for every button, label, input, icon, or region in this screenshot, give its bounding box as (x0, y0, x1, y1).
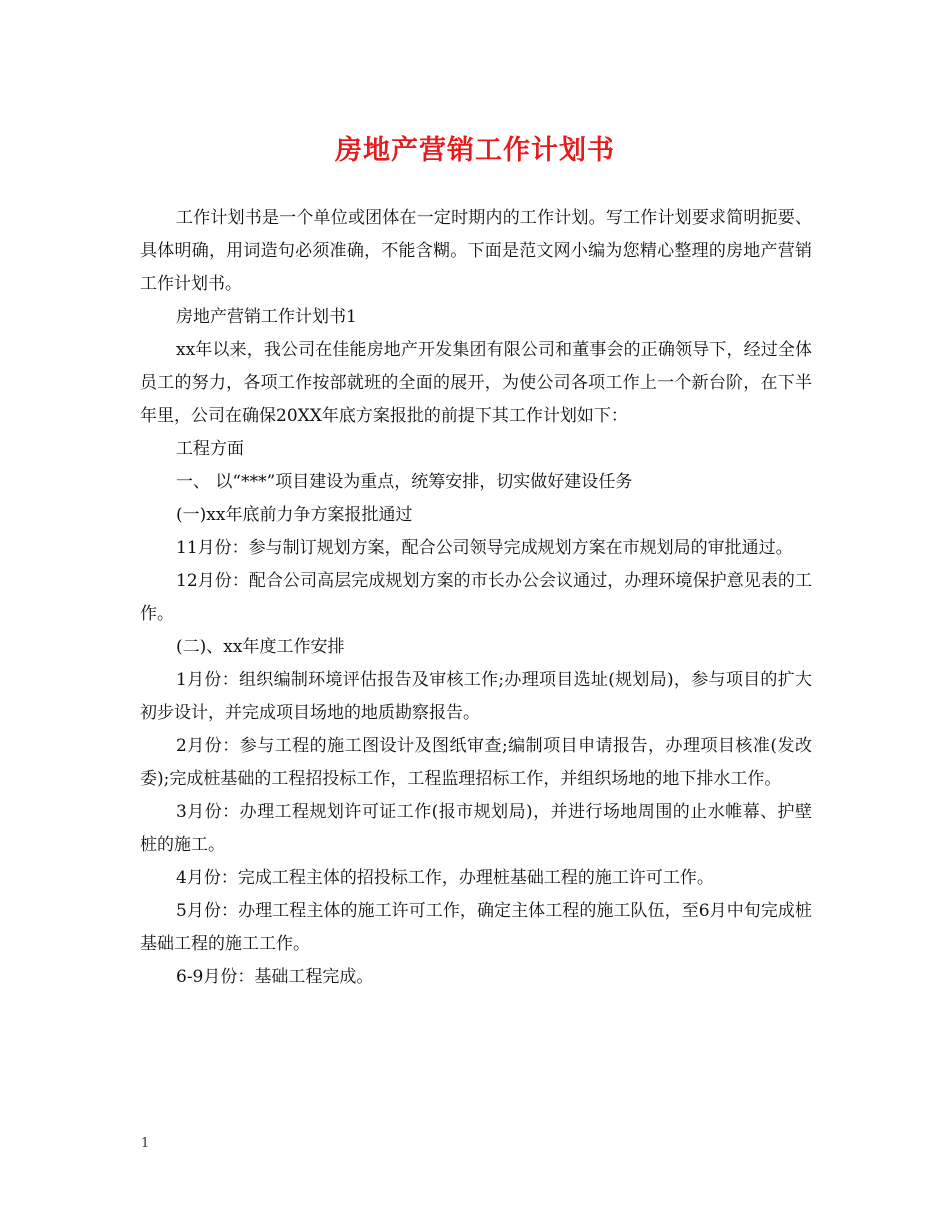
item-heading: 一、 以“***”项目建设为重点，统筹安排，切实做好建设任务 (176, 472, 633, 492)
subitem-heading: (一)xx年底前力争方案报批通过 (176, 505, 413, 525)
page-number: 1 (141, 1136, 150, 1151)
section-heading: 房地产营销工作计划书1 (176, 307, 357, 327)
month-paragraph: 11月份：参与制订规划方案，配合公司领导完成规划方案在市规划局的审批通过。 (176, 538, 793, 558)
month-paragraph: 6-9月份：基础工程完成。 (176, 967, 374, 987)
intro-paragraph: 工作计划书是一个单位或团体在一定时期内的工作计划。写工作计划要求简明扼要、具体明确，用词造句必须准确，不能含糊。下面是范文网小编为您精心整理的房地产营销工作计划书。 (140, 208, 812, 294)
month-paragraph: 2月份：参与工程的施工图设计及图纸审查;编制项目申请报告，办理项目核准(发改委);完成桩基础的工程招投标工作，工程监理招标工作，并组织场地的地下排水工作。 (140, 736, 812, 789)
subitem-heading: (二)、xx年度工作安排 (176, 637, 345, 657)
month-paragraph: 1月份：组织编制环境评估报告及审核工作;办理项目选址(规划局)，参与项目的扩大初步设计，并完成项目场地的地质勘察报告。 (140, 670, 812, 723)
month-paragraph: 12月份：配合公司高层完成规划方案的市长办公会议通过，办理环境保护意见表的工作。 (140, 571, 812, 624)
month-paragraph: 3月份：办理工程规划许可证工作(报市规划局)，并进行场地周围的止水帷幕、护壁桩的施工。 (140, 802, 812, 855)
subsection-heading: 工程方面 (176, 439, 244, 459)
document-body (140, 202, 812, 994)
document-title: 房地产营销工作计划书 (335, 135, 615, 166)
month-paragraph: 4月份：完成工程主体的招投标工作，办理桩基础工程的施工许可工作。 (176, 868, 714, 888)
body-paragraph: xx年以来，我公司在佳能房地产开发集团有限公司和董事会的正确领导下，经过全体员工的努力，各项工作按部就班的全面的展开，为使公司各项工作上一个新台阶，在下半年里，公司在确保20XX年底方案报批的前提下其工作计划如下： (140, 340, 812, 426)
month-paragraph: 5月份：办理工程主体的施工许可工作，确定主体工程的施工队伍，至6月中旬完成桩基础工程的施工工作。 (140, 901, 812, 954)
